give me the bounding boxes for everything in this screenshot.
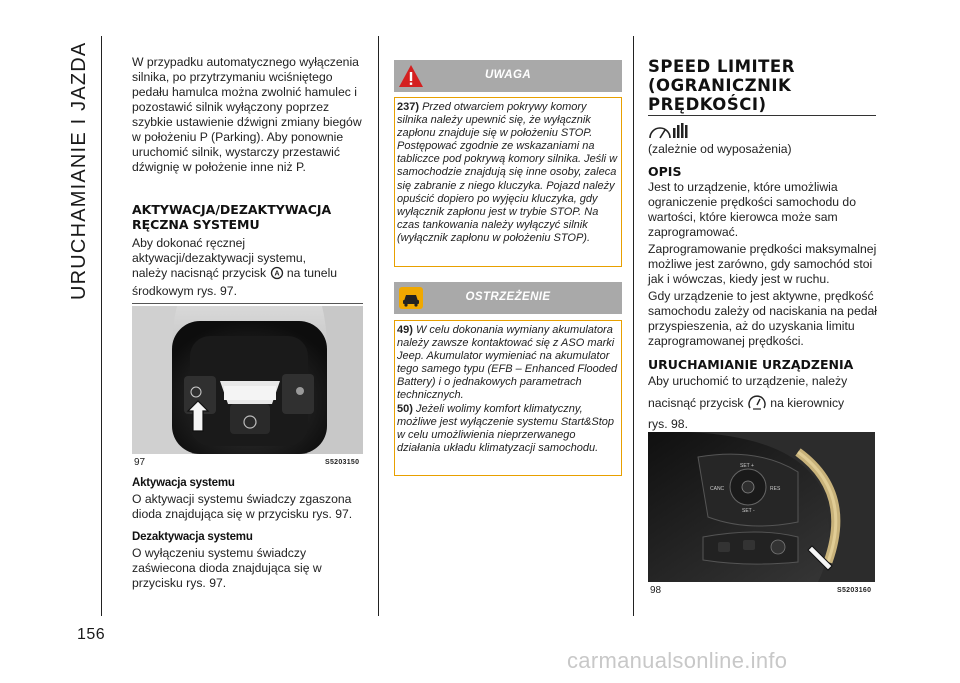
svg-text:SET +: SET + (740, 463, 754, 469)
intro-paragraph: W przypadku automatycznego wyłączenia silnika, po przytrzymaniu wciśniętego pedału hamulca można zwolnić hamulec i pozostawić silnik wyłączony poprzez szybkie ustawienie dźwigni zmiany biegów w położeniu P (Parking). Aby ponownie uruchomić silnik, wystarczy przestawić dźwignię w położenie inne niż P. (132, 55, 362, 174)
warning-box-title: UWAGA (484, 69, 532, 81)
description-heading: OPIS (648, 164, 682, 179)
svg-text:RES: RES (770, 486, 781, 492)
speed-limiter-button-icon (747, 393, 767, 415)
svg-text:A: A (273, 270, 280, 278)
subheading-activation: Aktywacja systemu (132, 477, 235, 489)
paragraph-text: na tunelu środkowym rys. 97. (132, 266, 338, 298)
svg-text:SET -: SET - (742, 508, 755, 514)
paragraph-text: nacisnąć przycisk (648, 396, 744, 410)
page-number: 156 (77, 626, 106, 643)
warning-note (397, 101, 619, 245)
description-p1: Jest to urządzenie, które umożliwia ograniczenie prędkości samochodu do wartości, które kierowca może sam zaprogramować. (648, 180, 856, 239)
start-stop-off-icon (270, 266, 284, 284)
heading-line: RĘCZNA SYSTEMU (132, 217, 260, 232)
paragraph-text: należy nacisnąć przycisk (132, 266, 267, 280)
note-text: W celu dokonania wymiany akumulatora należy zawsze kontaktować się z ASO marki Jeep. Akumulator wymieniać na akumulator tego samego typu (EFB – Enhanced Flooded Battery) i o jednakowych parametrach technicznych. (397, 324, 618, 402)
title-rule (648, 115, 876, 116)
svg-text:CANC: CANC (710, 486, 725, 492)
paragraph-line (648, 393, 878, 415)
title-line: PRĘDKOŚCI) (648, 95, 767, 114)
chapter-title-text: URUCHAMIANIE I JAZDA (68, 41, 90, 300)
note-text: Jeżeli wolimy komfort klimatyczny, możliwe jest wyłączenie systemu Start&Stop w celu umożliwienia nieprzerwanego działania układu klimatyzacji samochodu. (397, 402, 615, 454)
caution-note-49 (397, 324, 619, 403)
figure-97-photo (132, 306, 363, 454)
paragraph-text: Aby dokonać ręcznej aktywacji/dezaktywacji systemu, (132, 236, 307, 265)
caution-box (394, 320, 622, 476)
figure-code: S5203160 (837, 587, 872, 594)
note-number: 50) (397, 402, 413, 415)
equipment-note: (zależnie od wyposażenia) (648, 142, 792, 156)
figure-rule (132, 303, 363, 304)
title-line: SPEED LIMITER (648, 57, 795, 76)
section-heading (132, 202, 372, 232)
caution-box-title: OSTRZEŻENIE (465, 291, 551, 303)
speed-limiter-title (648, 57, 878, 114)
column-divider (633, 36, 634, 616)
figure-98-photo (648, 432, 875, 582)
caution-box-header (394, 282, 622, 314)
description-p3: Gdy urządzenie to jest aktywne, prędkość samochodu zależy od naciskania na pedał przyspieszenia, aż do uzyskania limitu zaprogramowanej prędkości. (648, 289, 878, 348)
column-divider (378, 36, 379, 616)
note-number: 237) (397, 101, 420, 113)
description-p2: Zaprogramowanie prędkości maksymalnej możliwe jest zarówno, gdy samochód stoi jak i wówczas, kiedy jest w ruchu. (648, 242, 877, 286)
caution-notes (397, 324, 619, 455)
note-text: Przed otwarciem pokrywy komory silnika należy upewnić się, że wyłącznik zapłonu znajduje się w położeniu STOP. Postępować zgodnie ze wskazaniami na tabliczce pod pokrywą komory silnika. Jeśli w samochodzie znajdują się inne osoby, zaleca się zabranie z niego kluczyka. Pojazd należy opuścić dopiero po wyjęciu kluczyka, gdy wyłącznik zapłonu jest w trybie STOP. Na czas tankowania należy wyłączyć silnik (wyłącznik zapłonu w położeniu STOP). (397, 101, 618, 244)
note-number: 49) (397, 324, 413, 336)
activation-text (648, 374, 878, 432)
paragraph-text: na kierownicy (770, 396, 845, 410)
activation-paragraph (132, 236, 368, 299)
figure-code: S5203150 (325, 459, 360, 466)
deactivation-text: O wyłączeniu systemu świadczy zaświecona dioda znajdująca się w przycisku rys. 97. (132, 546, 322, 590)
figure-number: 97 (134, 457, 146, 468)
heading-line: AKTYWACJA/DEZAKTYWACJA (132, 202, 332, 217)
activation-heading: URUCHAMIANIE URZĄDZENIA (648, 357, 854, 372)
subheading-deactivation: Dezaktywacja systemu (132, 531, 253, 543)
caution-note-50 (397, 403, 619, 455)
paragraph-line (132, 266, 368, 299)
activation-text: O aktywacji systemu świadczy zgaszona dioda znajdująca się w przycisku rys. 97. (132, 492, 353, 521)
figure-number: 98 (650, 585, 662, 596)
title-line: (OGRANICZNIK (648, 76, 792, 95)
warning-box (394, 97, 622, 267)
watermark: carmanualsonline.info (567, 648, 788, 673)
paragraph-text: rys. 98. (648, 417, 688, 431)
warning-box-header (394, 60, 622, 92)
paragraph-text: Aby uruchomić to urządzenie, należy (648, 374, 848, 388)
side-divider (101, 36, 102, 616)
